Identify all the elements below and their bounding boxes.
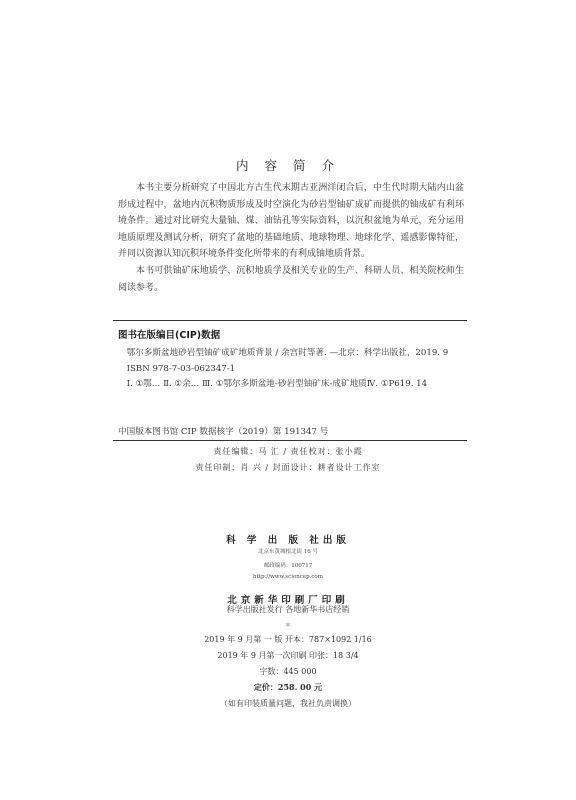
cip-record-number: 中国版本图书馆 CIP 数据核字（2019）第 191347 号 [118,427,329,437]
abstract-paragraph-2: 本书可供铀矿床地质学、沉积地质学及相关专业的生产、科研人员、相关院校师生阅读参考。 [118,265,464,293]
publisher-suffix: 出版 [322,535,350,546]
credits-production: 责任印制：肖 兴 / 封面设计：耕者设计工作室 [195,463,381,472]
publisher-name: 科 学 出 版 社 [226,535,323,546]
divider-bottom [113,440,467,441]
price: 定价：258. 00 元 [253,682,323,692]
cip-isbn: ISBN 978-7-03-062347-1 [126,363,236,374]
page-title: 内 容 简 介 [236,158,340,173]
cip-classification: Ⅰ. ①鄂… Ⅱ. ①余… Ⅲ. ①鄂尔多斯盆地-砂岩型铀矿床-成矿地质Ⅳ. ①P619. 14 [126,379,428,389]
word-count: 字数：445 000 [259,667,317,676]
cip-block [118,346,464,393]
printer-suffix: 印刷 [321,595,349,606]
edition-line: 2019 年 9 月第 一 版 开本：787×1092 1/16 [204,635,372,644]
credits-editor: 责任编辑：马 汇 / 责任校对：张小霞 [213,447,363,456]
cip-heading: 图书在版编目(CIP)数据 [118,330,221,341]
distribution-line: 科学出版社发行 各地新华书店经销 [226,605,350,614]
divider-top [113,320,467,321]
publisher-url: http://www.sciencep.com [253,574,323,580]
publisher-line [0,528,576,547]
printing-line: 2019 年 9 月第一次印刷 印张：18 3/4 [217,651,359,660]
printer-name: 北京新华印刷厂 [227,595,322,606]
cip-entry: 鄂尔多斯盆地砂岩型铀矿成矿地质背景 / 余宫时等著. —北京：科学出版社，2019. 9 [126,348,449,358]
abstract-paragraph-1: 本书主要分析研究了中国北方古生代末期古亚洲洋闭合后，中生代时期大陆内山盆形成过程中，盆地内沉积物质形成及时空演化为砂岩型铀矿成矿而提供的铀成矿有利环境条件。通过对比研究大量铀、煤、油钻孔等实际资料，以沉积盆地为单元，充分运用地质原理及测试分析，研究了盆地的基础地质、地球物理、地球化学、遥感影像特征，并同以资源认知沉积环境条件变化所带来的有利成铀地质背景。 [118,183,464,260]
abstract [118,180,464,296]
publisher-address: 北京东黄城根北街 16 号 [258,549,318,555]
quality-notice: （如有印装质量问题，我社负责调换） [220,699,356,708]
publisher-postcode: 邮政编码：100717 [263,563,313,569]
separator-mark: ＊ [284,622,291,629]
